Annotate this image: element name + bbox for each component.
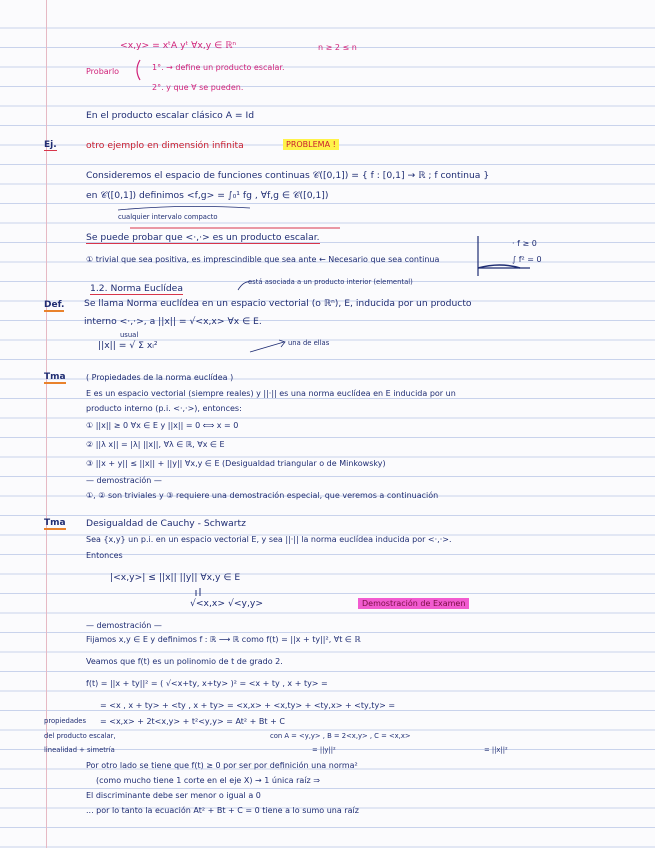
positivity-note: ① trivial que sea positiva, es imprescindible que sea ante ← Necesario que sea continua — [86, 255, 440, 264]
property-3: ③ ||x + y|| ≤ ||x|| + ||y|| ∀x,y ∈ E (Desigualdad triangular o de Minkowsky) — [86, 459, 386, 468]
example-label: Ej. — [44, 140, 57, 150]
then-label: Entonces — [86, 551, 123, 560]
linearity-note: linealidad + simetría — [44, 746, 115, 754]
properties-note: propiedades — [44, 717, 87, 725]
classic-product-line: En el producto escalar clásico A = Id — [86, 110, 255, 121]
proof-polynomial-claim: Veamos que f(t) es un polinomio de t de grado 2. — [86, 657, 283, 666]
formula-inner-product: <x,y> = xᵗA yᵗ ∀x,y ∈ ℝⁿ — [120, 40, 237, 51]
scalar-product-claim: Se puede probar que <·,·> es un producto escalar. — [86, 232, 320, 243]
prove-step-1: 1°. → define un producto escalar. — [152, 63, 285, 72]
properties-statement-1: E es un espacio vectorial (siempre reales) y ||·|| es una norma euclídea en E inducida por un — [86, 389, 456, 398]
section-title-norm: 1.2. Norma Euclídea — [90, 283, 183, 294]
at-most-one-root-line: ... por lo tanto la ecuación At² + Bt + C = 0 tiene a lo sumo una raíz — [86, 806, 359, 815]
property-1: ① ||x|| ≥ 0 ∀x ∈ E y ||x|| = 0 ⟺ x = 0 — [86, 421, 239, 430]
cauchy-schwartz-hypothesis: Sea {x,y} un p.i. en un espacio vectorial E, y sea ||·|| la norma euclídea inducida por <·,·>. — [86, 535, 452, 544]
theorem-label-1: Tma — [44, 372, 66, 382]
coefficient-c-norm: = ||x||² — [484, 746, 508, 754]
norm-definition-line-1: Se llama Norma euclídea en un espacio vectorial (o ℝⁿ), E, inducida por un producto — [84, 298, 472, 309]
properties-statement-2: producto interno (p.i. <·,·>), entonces: — [86, 404, 242, 413]
scalar-product-note: del producto escalar, — [44, 732, 116, 740]
cauchy-schwartz-title: Desigualdad de Cauchy - Schwartz — [86, 518, 246, 529]
coefficient-a-norm: = ||y||² — [312, 746, 336, 754]
proof-expansion-1: f(t) = ||x + ty||² = ( √<x+ty, x+ty> )² = <x + ty , x + ty> = — [86, 679, 328, 688]
side-note-a: · f ≥ 0 — [512, 239, 537, 248]
continuous-functions-line: Consideremos el espacio de funciones continuas 𝒞([0,1]) = { f : [0,1] → ℝ ; f continua } — [86, 170, 490, 181]
one-of-them-note: una de ellas — [288, 339, 330, 347]
demonstration-label-1: — demostración — — [86, 476, 162, 485]
exam-tag: Demostración de Examen — [358, 598, 469, 609]
side-note-b: ∫ f² = 0 — [512, 255, 542, 264]
definition-label: Def. — [44, 300, 65, 310]
problem-tag: PROBLEMA ! — [283, 139, 339, 150]
proof-setup: Fijamos x,y ∈ E y definimos f : ℝ ⟶ ℝ como f(t) = ||x + ty||², ∀t ∈ ℝ — [86, 635, 361, 644]
prove-step-2: 2°. y que ∀ se pueden. — [152, 83, 244, 92]
theorem-label-2: Tma — [44, 518, 66, 528]
example-title: otro ejemplo en dimensión infinita — [86, 140, 244, 151]
norm-association-note: está asociada a un producto interior (elemental) — [248, 278, 413, 286]
discriminant-line: El discriminante debe ser menor o igual a 0 — [86, 791, 261, 800]
demonstration-note: ①, ② son triviales y ③ requiere una demostración especial, que veremos a continuación — [86, 491, 439, 500]
property-2: ② ||λ x|| = |λ| ||x||, ∀λ ∈ ℝ, ∀x ∈ E — [86, 440, 225, 449]
formula-note: n ≥ 2 ≤ n — [318, 43, 357, 52]
usual-note: usual — [120, 331, 139, 339]
properties-title: ( Propiedades de la norma euclídea ) — [86, 373, 234, 382]
demonstration-label-2: — demostración — — [86, 621, 162, 630]
integral-definition-line: en 𝒞([0,1]) definimos <f,g> = ∫₀¹ fg , ∀f,g ∈ 𝒞([0,1]) — [86, 190, 329, 201]
cauchy-schwartz-inequality: |<x,y>| ≤ ||x|| ||y|| ∀x,y ∈ E — [110, 572, 241, 583]
coefficients-line: con A = <y,y> , B = 2<x,y> , C = <x,x> — [270, 732, 411, 740]
one-root-line: (como mucho tiene 1 corte en el eje X) → 1 única raíz ⇒ — [96, 776, 320, 785]
compact-interval-note: cualquier intervalo compacto — [118, 213, 218, 221]
usual-norm-formula: ||x|| = √ Σ xᵢ² — [98, 340, 158, 351]
proof-expansion-2: = <x , x + ty> + <ty , x + ty> = <x,x> + <x,ty> + <ty,x> + <ty,ty> = — [100, 701, 396, 710]
proof-expansion-3: = <x,x> + 2t<x,y> + t²<y,y> = At² + Bt + C — [100, 717, 285, 726]
norm-expansion: √<x,x> √<y,y> — [190, 598, 264, 609]
prove-label: Probarlo — [86, 67, 120, 76]
nonnegative-line: Por otro lado se tiene que f(t) ≥ 0 por ser por definición una norma² — [86, 761, 358, 770]
norm-definition-line-2: interno <·,·>, a ||x|| = √<x,x> ∀x ∈ E. — [84, 316, 262, 327]
